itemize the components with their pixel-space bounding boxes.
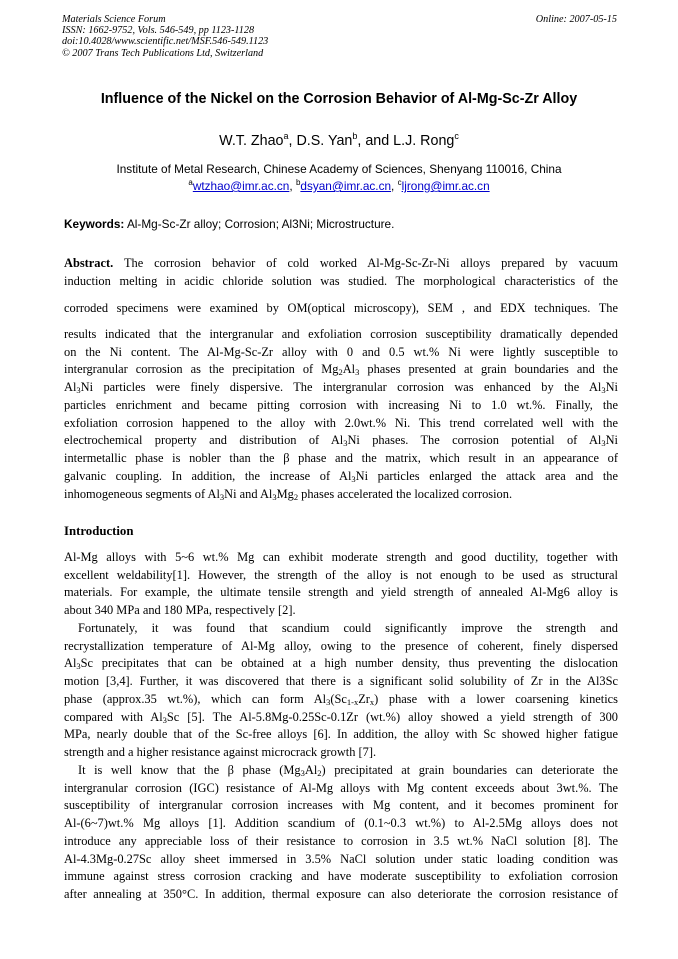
subscript: 2	[293, 492, 299, 502]
text-run: inhomogeneous segments of Al	[64, 487, 220, 501]
author-separator: ,	[288, 133, 297, 149]
subscript: 3	[162, 715, 167, 725]
abstract-line	[64, 380, 618, 395]
text-run: It is well know that the β phase (Mg	[78, 763, 301, 777]
body-line: motion [3,4]. Further, it was discovered that there is a significant solid solubility of Zr in the Al3Sc	[64, 674, 618, 688]
text-run: ) phase with a lower coarsening kinetics	[374, 692, 619, 706]
body-line: susceptibility of intergranular corrosion increases with Mg content, and it becomes prominent for	[64, 798, 618, 812]
subscript: 3	[601, 385, 606, 395]
abstract-line: on the Ni content. The Al-Mg-Sc-Zr alloy with 0 and 0.5 wt.% Ni were lightly susceptible to	[64, 345, 618, 359]
abstract-line: results indicated that the intergranular and exfoliation corrosion susceptibility dramatically depended	[64, 327, 618, 341]
issn-line: ISSN: 1662-9752, Vols. 546-549, pp 1123-1128	[62, 25, 255, 37]
text-run: Al	[64, 656, 77, 670]
text-run: phases accelerated the localized corrosion.	[298, 487, 513, 501]
text-run: (Sc	[330, 692, 347, 706]
body-line: intergranular corrosion (IGC) resistance of Al-Mg alloys with Mg content exceeds about 3wt.%. The	[64, 781, 618, 795]
abstract-line	[64, 487, 618, 502]
email-marker: c	[397, 178, 402, 187]
author-name: L.J. Rong	[393, 133, 455, 149]
subscript: 3	[601, 438, 606, 448]
text-run: Ni phases. The corrosion potential of Al	[347, 433, 602, 447]
email-link[interactable]: ljrong@imr.ac.cn	[401, 179, 490, 193]
text-run: galvanic coupling. In addition, the increase of Al	[64, 469, 352, 483]
abstract-text: The corrosion behavior of cold worked Al-Mg-Sc-Zr-Ni alloys prepared by vacuum	[113, 256, 618, 270]
abstract-line: intermetallic phase is nobler than the β phase and the matrix, which result in an appearance of	[64, 451, 618, 465]
subscript: 3	[76, 385, 81, 395]
subscript: 1-x	[346, 697, 359, 707]
text-run: Al	[64, 380, 77, 394]
text-run: Ni particles enlarged the attack area and the	[355, 469, 619, 483]
text-run: Ni	[605, 433, 619, 447]
body-line	[64, 692, 618, 707]
keywords-line	[64, 217, 618, 231]
journal-header	[62, 14, 617, 59]
abstract-line	[64, 256, 618, 271]
subscript: 3	[300, 768, 305, 778]
abstract-line: particles enrichment and became pitting corrosion with increasing Ni to 1.0 wt.%. Finally, the	[64, 398, 618, 412]
online-date: Online: 2007-05-15	[535, 14, 617, 25]
subscript: x	[369, 697, 375, 707]
text-run: Sc [5]. The Al-5.8Mg-0.25Sc-0.1Zr (wt.%) alloy showed a yield strength of 300	[166, 710, 618, 724]
copyright-line: © 2007 Trans Tech Publications Ltd, Switzerland	[62, 47, 264, 59]
author-list	[30, 131, 648, 149]
subscript: 3	[272, 492, 277, 502]
body-line	[78, 763, 618, 778]
keywords-text: Al-Mg-Sc-Zr alloy; Corrosion; Al3Ni; Microstructure.	[124, 217, 395, 231]
body-line: materials. For example, the ultimate tensile strength and yield strength of annealed Al-Mg6 alloy is	[64, 585, 618, 599]
email-link[interactable]: wtzhao@imr.ac.cn	[192, 179, 290, 193]
body-line: MPa, nearly double that of the Sc-free alloys [6]. In addition, the alloy with Sc showed higher fatigue	[64, 727, 618, 741]
email-marker: a	[188, 178, 193, 187]
body-line: Al-4.3Mg-0.27Sc alloy sheet immersed in 3.5% NaCl solution under static loading condition was	[64, 852, 618, 866]
body-line: after annealing at 350°C. In addition, thermal exposure can also deteriorate the corrosion resistance of	[64, 887, 618, 901]
email-link[interactable]: dsyan@imr.ac.cn	[300, 179, 392, 193]
body-line: strength and a higher resistance against microcrack growth [7].	[64, 745, 377, 759]
keywords-label: Keywords:	[64, 217, 125, 231]
text-run: Al	[304, 763, 318, 777]
text-run: Ni particles were finely dispersive. The intergranular corrosion was enhanced by the Al	[80, 380, 602, 394]
abstract-line	[64, 433, 618, 448]
body-line: Fortunately, it was found that scandium could significantly improve the strength and	[78, 621, 618, 635]
email-list	[20, 178, 658, 193]
text-run: Mg	[276, 487, 294, 501]
doi-line: doi:10.4028/www.scientific.net/MSF.546-549.1123	[62, 36, 269, 48]
subscript: 3	[351, 474, 356, 484]
author-marker: c	[454, 131, 459, 141]
abstract-line: induction melting in acidic chloride solution was studied. The morphological characteristics of the	[64, 274, 618, 288]
subscript: 3	[326, 697, 331, 707]
body-line	[64, 656, 618, 671]
section-heading: Introduction	[64, 524, 134, 538]
author-separator: , and	[357, 133, 394, 149]
abstract-line: corroded specimens were examined by OM(optical microscopy), SEM , and EDX techniques. The	[64, 301, 618, 315]
body-line: Al-(6~7)wt.% Mg alloys [1]. Addition scandium of (0.1~0.3 wt.%) to Al-2.5Mg alloys does not	[64, 816, 618, 830]
author-name: W.T. Zhao	[219, 133, 284, 149]
text-run: Al	[342, 362, 356, 376]
text-run: phase (approx.35 wt.%), which can form Al	[64, 692, 327, 706]
affiliation: Institute of Metal Research, Chinese Academy of Sciences, Shenyang 110016, China	[116, 162, 562, 176]
email-marker: b	[295, 178, 301, 187]
body-line: about 340 MPa and 180 MPa, respectively [2].	[64, 603, 296, 617]
subscript: 3	[343, 438, 348, 448]
text-run: Sc precipitates that can be obtained at a high number density, thus preventing the dislocation	[80, 656, 618, 670]
text-run: intergranular corrosion as the precipitation of Mg	[64, 362, 339, 376]
body-line: excellent weldability[1]. However, the strength of the alloy is not enough to be used as structural	[64, 568, 618, 582]
abstract-line	[64, 362, 618, 377]
author-marker: b	[352, 131, 358, 141]
body-line: introduce any appreciable loss of their resistance to corrosion in 3.5 wt.% NaCl solution [8]. The	[64, 834, 618, 848]
subscript: 3	[76, 661, 81, 671]
text-run: compared with Al	[64, 710, 163, 724]
email-separator: ,	[391, 179, 398, 193]
text-run: Ni and Al	[224, 487, 273, 501]
body-line: Al-Mg alloys with 5~6 wt.% Mg can exhibit moderate strength and good ductility, together with	[64, 550, 618, 564]
subscript: 2	[338, 367, 343, 377]
text-run: ) precipitated at grain boundaries can deteriorate the	[321, 763, 619, 777]
abstract-line	[64, 469, 618, 484]
author-name: D.S. Yan	[296, 133, 353, 149]
text-run: electrochemical property and distribution of Al	[64, 433, 344, 447]
body-line	[64, 710, 618, 725]
body-line: recrystallization temperature of Al-Mg alloy, owing to the presence of coherent, finely dispersed	[64, 639, 618, 653]
body-line: immune against stress corrosion cracking and have moderate susceptibility to exfoliation corrosion	[64, 869, 618, 883]
text-run: phases presented at grain boundaries and the	[359, 362, 618, 376]
journal-name: Materials Science Forum	[62, 14, 166, 25]
author-marker: a	[283, 131, 289, 141]
subscript: 3	[219, 492, 225, 502]
text-run: Ni	[605, 380, 618, 394]
text-run: Zr	[358, 692, 370, 706]
email-separator: ,	[289, 179, 296, 193]
abstract-line: exfoliation corrosion happened to the alloy with 2.0wt.% Ni. This trend correlated well with the	[64, 416, 618, 430]
subscript: 2	[317, 768, 322, 778]
subscript: 3	[355, 367, 360, 377]
abstract-label: Abstract.	[64, 256, 114, 270]
paper-title: Influence of the Nickel on the Corrosion Behavior of Al-Mg-Sc-Zr Alloy	[100, 91, 578, 107]
